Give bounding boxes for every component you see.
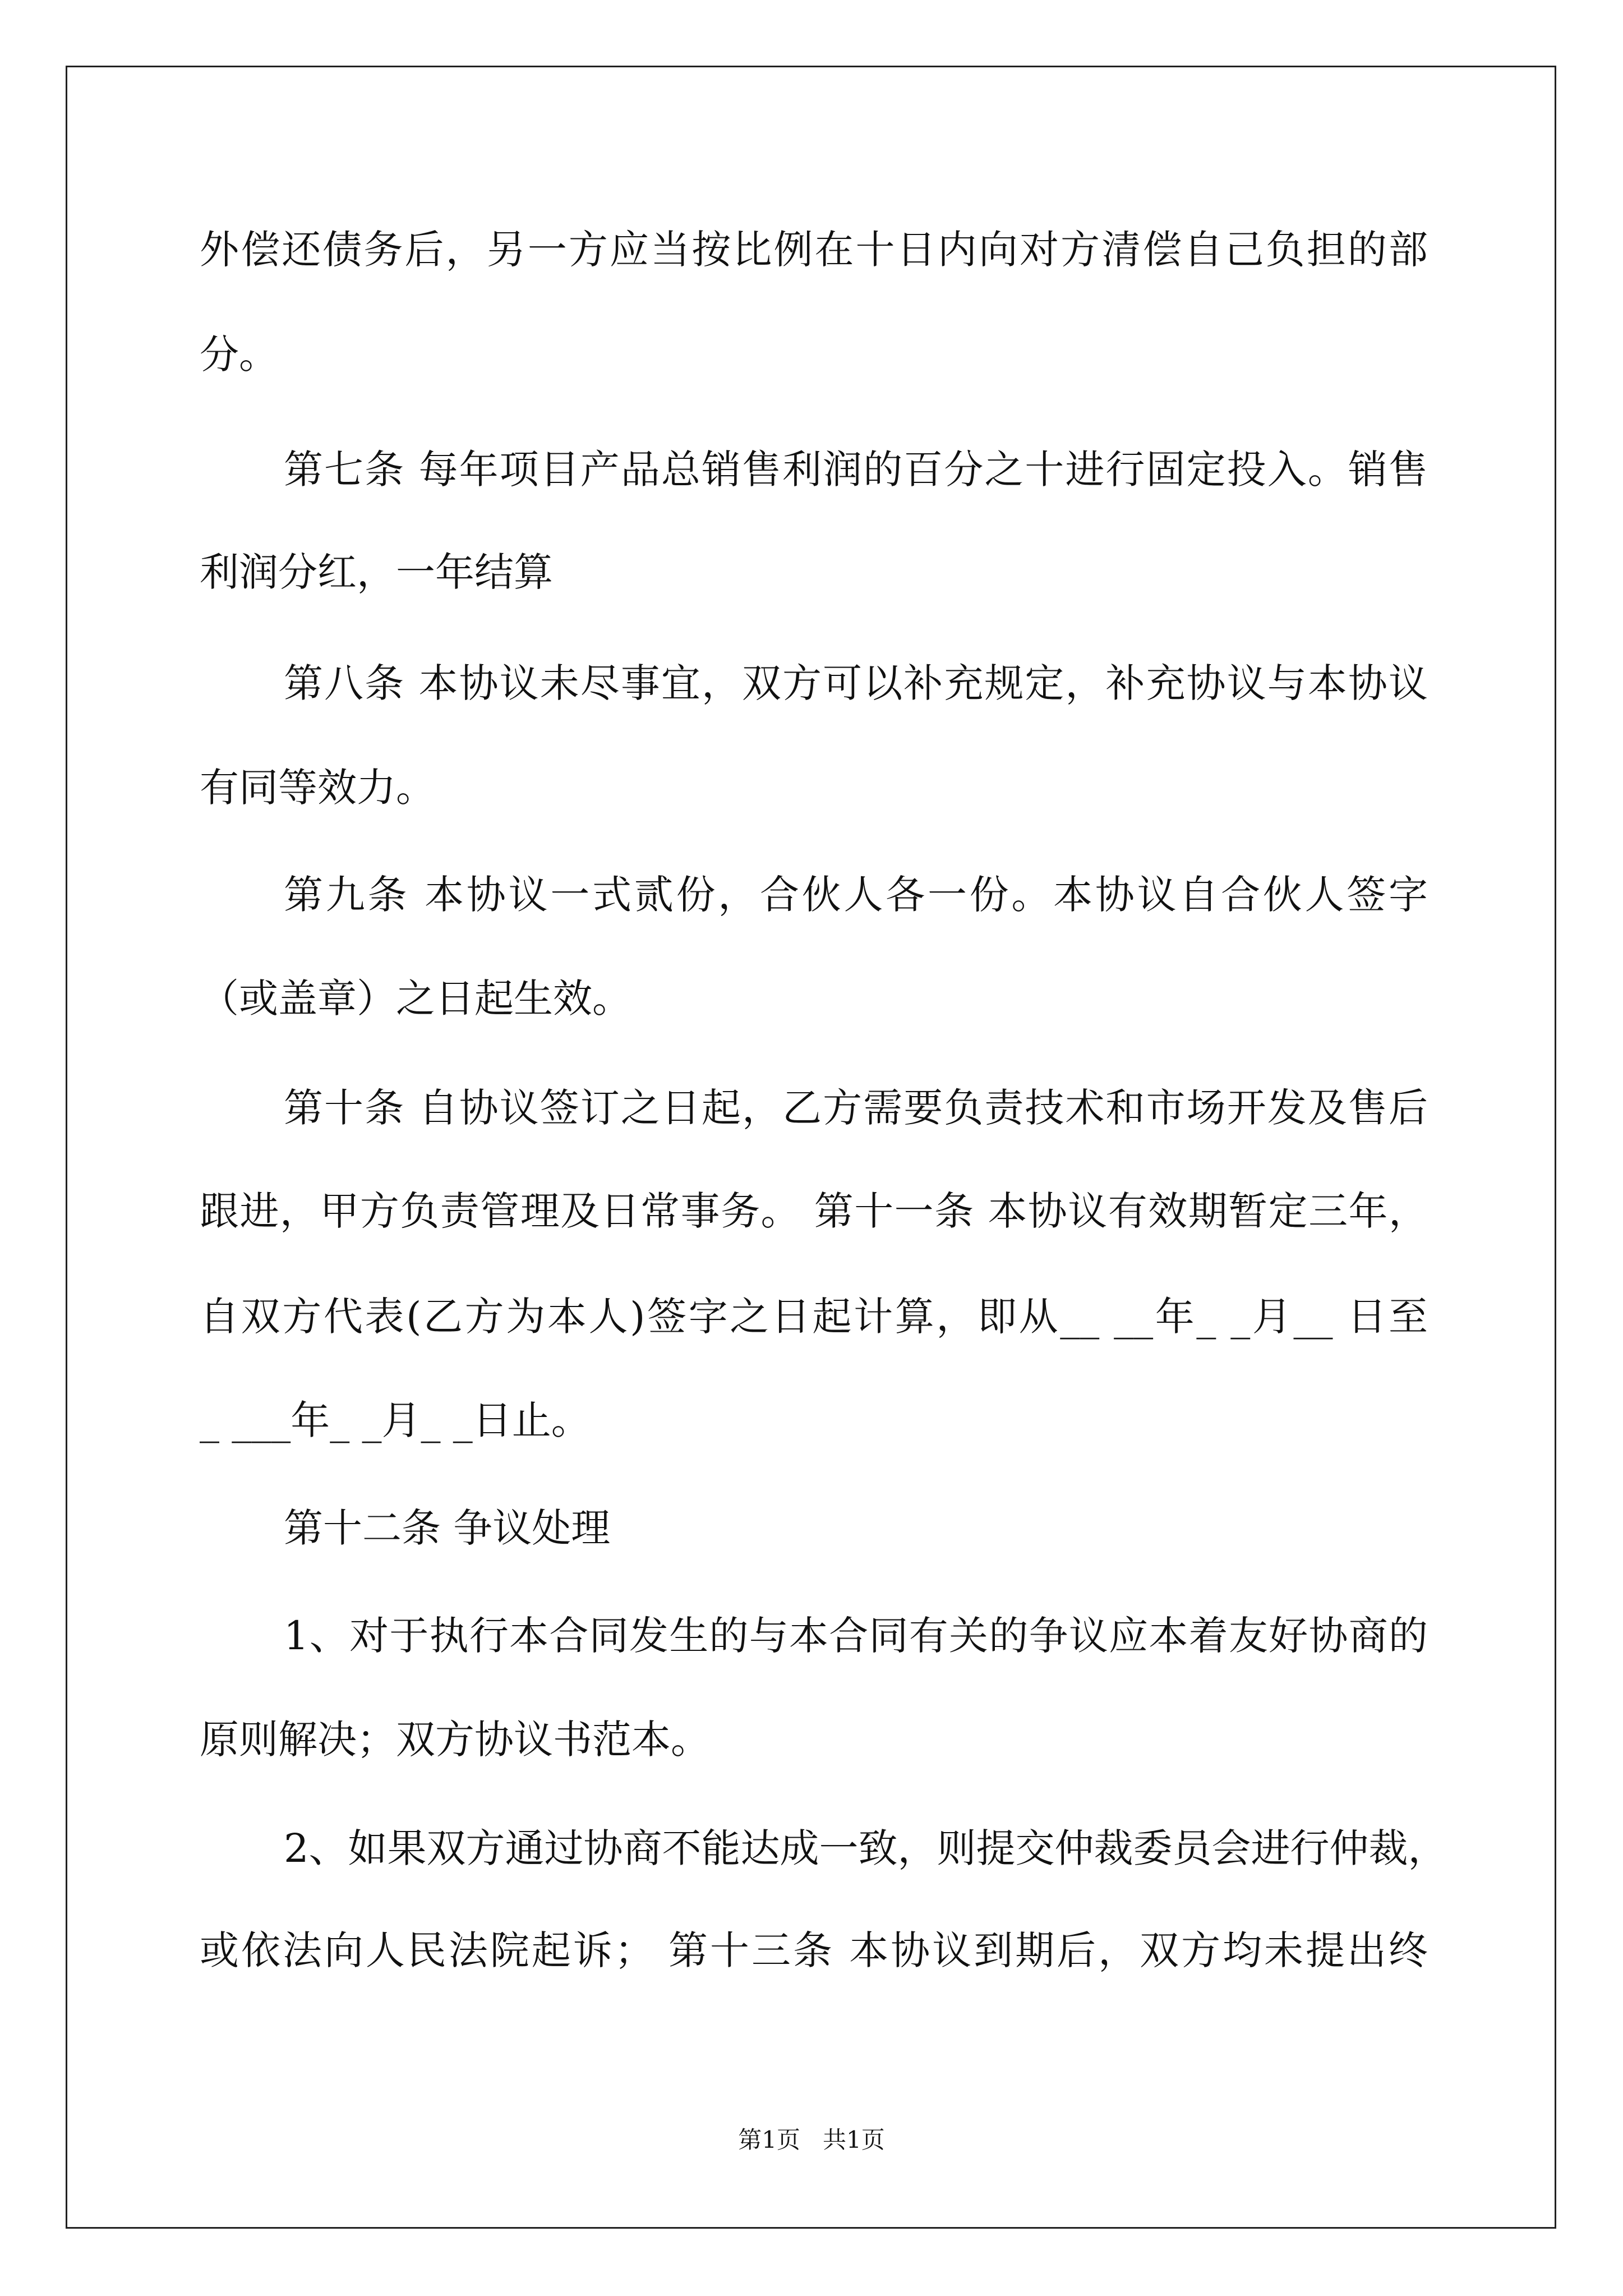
text-line: 第十条 自协议签订之日起，乙方需要负责技术和市场开发及售后 [284, 1085, 1428, 1131]
text-line: 利润分红，一年结算 [200, 549, 553, 595]
text-line: 自双方代表(乙方为本人)签字之日起计算，即从__ __年_ _月__ 日至 [200, 1294, 1428, 1340]
text-line: 或依法向人民法院起诉； 第十三条 本协议到期后，双方均未提出终 [200, 1927, 1428, 1973]
text-line: _ ___年_ _月_ _日止。 [200, 1397, 591, 1443]
text-line: 1、对于执行本合同发生的与本合同有关的争议应本着友好协商的 [284, 1613, 1428, 1659]
text-line: 第八条 本协议未尽事宜，双方可以补充规定，补充协议与本协议 [284, 660, 1428, 706]
page-number-footer: 第1页 共1页 [738, 2126, 885, 2154]
text-line: 原则解决；双方协议书范本。 [200, 1717, 710, 1763]
text-line: 第十二条 争议处理 [284, 1505, 611, 1551]
text-line: 第七条 每年项目产品总销售利润的百分之十进行固定投入。销售 [284, 447, 1428, 493]
text-line: 有同等效力。 [200, 765, 435, 811]
text-line: 外偿还债务后，另一方应当按比例在十日内向对方清偿自己负担的部 [200, 227, 1428, 273]
text-line: 分。 [200, 332, 278, 378]
text-line: 跟进，甲方负责管理及日常事务。 第十一条 本协议有效期暂定三年， [200, 1188, 1428, 1234]
text-line: 第九条 本协议一式贰份，合伙人各一份。本协议自合伙人签字 [284, 872, 1428, 918]
text-line: 2、如果双方通过协商不能达成一致，则提交仲裁委员会进行仲裁， [284, 1825, 1447, 1871]
text-line: （或盖章）之日起生效。 [200, 976, 631, 1022]
page-border [66, 66, 1556, 2229]
